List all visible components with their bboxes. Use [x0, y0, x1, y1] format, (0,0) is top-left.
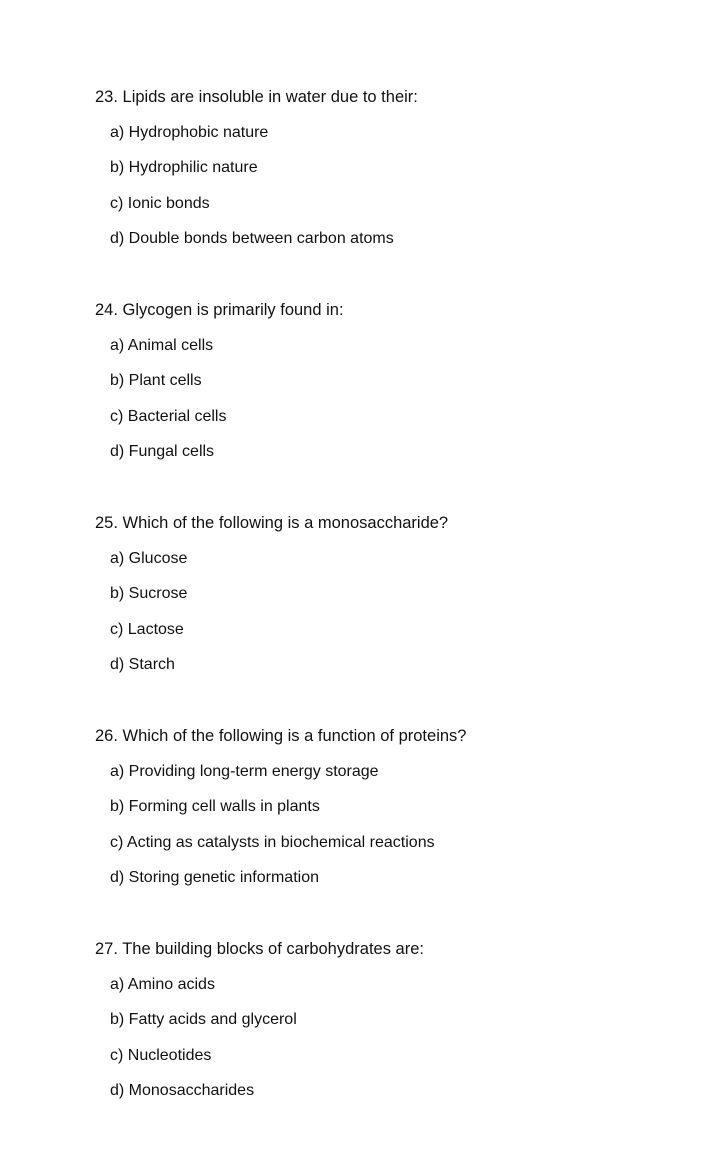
question-text: 24. Glycogen is primarily found in: — [95, 301, 344, 319]
question-text: 27. The building blocks of carbohydrates are: — [95, 940, 424, 958]
question-24 — [95, 299, 695, 463]
option-d: d) Monosaccharides — [110, 1082, 255, 1099]
option-d: d) Fungal cells — [110, 443, 215, 460]
option-d: d) Starch — [110, 656, 175, 673]
question-25 — [95, 512, 695, 676]
option-b: b) Sucrose — [110, 585, 188, 602]
option-d: d) Double bonds between carbon atoms — [110, 230, 394, 247]
option-a: a) Glucose — [110, 549, 188, 567]
question-text: 26. Which of the following is a function of proteins? — [95, 727, 467, 745]
option-b: b) Forming cell walls in plants — [110, 798, 320, 815]
option-a: a) Animal cells — [110, 336, 214, 354]
option-list — [95, 974, 695, 1103]
option-list — [95, 761, 695, 890]
option-c: c) Acting as catalysts in biochemical reactions — [110, 833, 435, 851]
question-26 — [95, 725, 695, 889]
option-list — [95, 548, 695, 677]
option-a: a) Amino acids — [110, 975, 215, 993]
option-a: a) Hydrophobic nature — [110, 123, 269, 141]
question-text: 25. Which of the following is a monosaccharide? — [95, 514, 449, 532]
option-list — [95, 335, 695, 464]
option-c: c) Nucleotides — [110, 1046, 212, 1064]
question-text: 23. Lipids are insoluble in water due to their: — [95, 88, 418, 106]
option-c: c) Lactose — [110, 620, 184, 638]
option-c: c) Ionic bonds — [110, 194, 210, 212]
option-b: b) Fatty acids and glycerol — [110, 1011, 297, 1028]
option-b: b) Plant cells — [110, 372, 202, 389]
option-list — [95, 122, 695, 251]
option-b: b) Hydrophilic nature — [110, 159, 258, 176]
question-27 — [95, 938, 695, 1102]
option-d: d) Storing genetic information — [110, 869, 319, 886]
option-a: a) Providing long-term energy storage — [110, 762, 379, 780]
option-c: c) Bacterial cells — [110, 407, 227, 425]
question-23 — [95, 86, 695, 250]
